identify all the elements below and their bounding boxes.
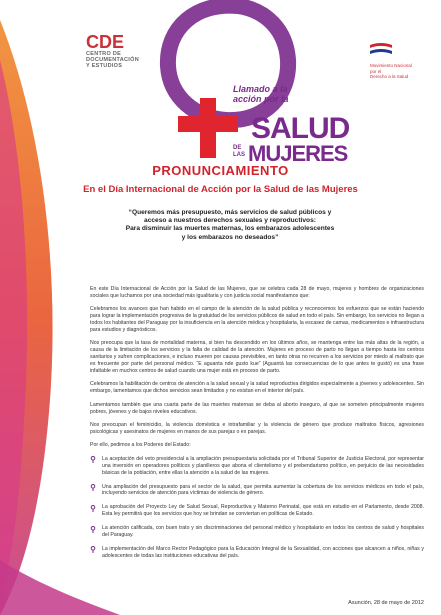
list-item: [90, 546, 424, 560]
movimiento-line1: Movimiento Nacional: [370, 63, 412, 68]
page-title: PRONUNCIAMIENTO: [152, 163, 289, 178]
signoff-date: Asunción, 28 de mayo de 2012: [348, 600, 424, 606]
bullet-icon: [90, 505, 96, 512]
quote-line: Para disminuir las muertes maternas, los embarazos adolescentes: [125, 225, 335, 233]
campaign-salud: SALUD: [251, 112, 350, 145]
paragraph: Celebramos los avances que han habido en el campo de la atención de la salud pública y reconocemos los esfuerzos que se están haciendo para lograr la implementación progresiva de la gratuidad de los servicios públicos de salud en todo el país. Sin embargo, los servicios no llegan a todos los habitantes del Paraguay por la insuficiencia en la atención médica y hospitalaria, la escasez de camas, medicamentos e infraestructura para estudios y diagnósticos.: [90, 306, 424, 334]
quote-block: [110, 209, 350, 242]
list-item: [90, 456, 424, 477]
movimiento-line2: por el: [370, 68, 382, 74]
movimiento-line3: Derecho a la Salud: [370, 74, 409, 79]
movimiento-logo: [370, 42, 430, 80]
paragraph: En este Día Internacional de Acción por la Salud de las Mujeres, que se celebra cada 28 de mayo, mujeres y hombres de organizaciones sociales que luchamos por una sociedad más igualitaria y con justicia social manifestamos que:: [90, 286, 424, 299]
list-item-text: La aceptación del veto presidencial a la ampliación presupuestaria solicitada por el Tribunal Superior de Justicia Electoral, por representar una inversión en operadores políticos y planilleros que abona el clientelismo y el prebendarismo político, en perjuicio de las necesidades básicas de la población, entre ellas la atención a la salud de las mujeres.: [102, 455, 424, 476]
cde-line3: Y ESTUDIOS: [86, 63, 123, 69]
cde-line2: DOCUMENTACIÓN: [86, 57, 139, 63]
campaign-mujeres: MUJERES: [248, 141, 348, 166]
paragraph: Nos preocupan el feminicidio, la violencia doméstica e intrafamiliar y la violencia de género que produce maltratos físicos, agresiones psicológicas y asesinatos de mujeres en manos de sus parejas o ex parejas.: [90, 422, 424, 435]
campaign-line2: acción por la: [233, 94, 289, 104]
demands-list: [90, 456, 424, 560]
cde-line1: CENTRO DE: [86, 51, 122, 57]
paragraph: Celebramos la habilitación de centros de atención a la salud sexual y la salud reproductiva dirigidos especialmente a jóvenes y adolescentes. Sin embargo, lamentamos que dichos servicios sean limitados y no existan en el interior del país.: [90, 381, 424, 395]
quote-line: acceso a nuestros derechos sexuales y reproductivos:: [144, 217, 316, 225]
bullet-icon: [90, 546, 96, 553]
bullet-icon: [90, 456, 96, 463]
quote-line: “Queremos más presupuesto, más servicios de salud públicos y: [128, 209, 332, 216]
campaign-line1: Llamado a la: [233, 84, 288, 94]
list-item-text: La atención calificada, con buen trato y sin discriminaciones del personal médico y hospitalario en todos los centros de salud y hospitales del Paraguay.: [102, 525, 424, 539]
list-item: [90, 504, 424, 518]
paraguay-flag-icon: [370, 42, 392, 56]
paragraph: Lamentamos también que una cuarta parte de las muertes maternas se deba al aborto inseguro, al que se someten principalmente mujeres pobres, jóvenes y de bajos niveles educativos.: [90, 401, 424, 415]
list-item-text: Una ampliación del presupuesto para el sector de la salud, que permita aumentar la cobertura de los servicios médicos en todo el país, incluyendo servicios de atención para víctimas de violencia de género.: [102, 483, 424, 497]
list-item-text: La implementación del Marco Rector Pedagógico para la Educación Integral de la Sexualidad, con acciones que alcancen a niños, niñas y adolescentes de todas las instituciones educativas del país.: [102, 545, 424, 559]
venus-symbol-icon: [0, 0, 441, 160]
campaign-delas: DE LAS: [233, 145, 245, 158]
quote-line: y los embarazos no deseados”: [181, 233, 279, 241]
page-subtitle: En el Día Internacional de Acción por la Salud de las Mujeres: [83, 184, 358, 195]
cde-logo: [86, 33, 150, 69]
paragraph: Por ello, pedimos a los Poderes del Estado:: [90, 442, 191, 449]
list-item-text: La aprobación del Proyecto Ley de Salud Sexual, Reproductiva y Materno Perinatal, que está en estudio en el Parlamento, desde 2008. Esta ley permitirá que los servicios que hoy se brindan se conviertan en políticas de Estado.: [102, 504, 424, 518]
bullet-icon: [90, 526, 96, 533]
list-item: [90, 525, 424, 539]
list-item: [90, 484, 424, 498]
paragraph: Nos preocupa que la tasa de mortalidad materna, si bien ha descendido en los últimos años, se mantenga entre las más altas de la región, a causa de la limitación de los servicios y la falta de calidad de la atención. Mujeres en proceso de parto no llegan a tiempo hasta los centros sanitarios y sufren complicaciones, e incluso mueren por causas previsibles, en tanto otras no recurren a los servicios por miedo al maltrato que es frecuente por parte del personal médico. “E aguanta nde gusto kue” (Aguantá las consecuencias de lo que antes te gustó) es una frase infaltable en muchos centros de salud cuando una mujer está en proceso de parto.: [90, 340, 424, 375]
cde-mark: CDE: [86, 32, 125, 52]
document-body: [90, 286, 424, 567]
bullet-icon: [90, 484, 96, 491]
